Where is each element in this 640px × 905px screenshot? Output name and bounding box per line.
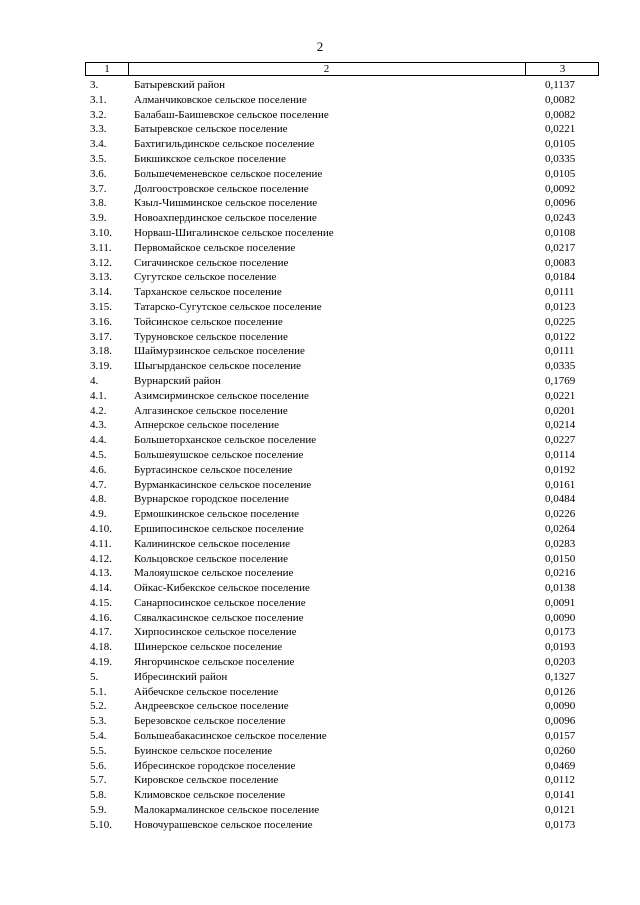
row-name: Климовское сельское поселение (134, 789, 286, 802)
row-number: 5.2. (90, 700, 107, 713)
table-row (85, 492, 599, 507)
row-name: Большеяушское сельское поселение (134, 448, 304, 461)
header-col-1: 1 (86, 63, 129, 75)
table-row (85, 729, 599, 744)
row-number: 4.7. (90, 478, 107, 491)
table-row (85, 744, 599, 759)
row-number: 5. (90, 670, 99, 683)
table-row (85, 655, 599, 670)
row-number: 4.3. (90, 419, 107, 432)
table-row (85, 803, 599, 818)
table-row (85, 581, 599, 596)
table-row (85, 596, 599, 611)
row-value: 0,0243 (545, 212, 576, 225)
row-number: 3.11. (90, 241, 112, 254)
table-row (85, 256, 599, 271)
row-name: Азимсирминское сельское поселение (134, 389, 309, 402)
row-number: 5.6. (90, 759, 107, 772)
table-row (85, 818, 599, 833)
row-value: 0,0264 (545, 522, 576, 535)
page-number: 2 (316, 39, 324, 54)
table-row (85, 152, 599, 167)
table-row (85, 404, 599, 419)
row-number: 4.5. (90, 448, 107, 461)
table-row (85, 788, 599, 803)
row-name: Долгоостровское сельское поселение (134, 182, 309, 195)
row-name: Сявалкасинское сельское поселение (134, 611, 304, 624)
table-body (85, 78, 599, 833)
row-number: 4.17. (90, 626, 112, 639)
row-name: Балабаш-Баишевское сельское поселение (134, 108, 329, 121)
row-name: Малояушское сельское поселение (134, 567, 294, 580)
row-value: 0,0126 (545, 685, 576, 698)
row-name: Тарханское сельское поселение (134, 286, 282, 299)
table-row (85, 537, 599, 552)
table-row (85, 359, 599, 374)
row-value: 0,0091 (545, 596, 576, 609)
row-name: Хирпосинское сельское поселение (134, 626, 297, 639)
row-value: 0,0335 (545, 360, 576, 373)
row-number: 3.10. (90, 226, 112, 239)
row-number: 3.12. (90, 256, 112, 269)
row-value: 0,0121 (545, 804, 576, 817)
row-name: Янгорчинское сельское поселение (134, 656, 295, 669)
row-number: 4.2. (90, 404, 107, 417)
row-number: 5.10. (90, 818, 112, 831)
row-number: 4.11. (90, 537, 112, 550)
row-value: 0,0201 (545, 404, 576, 417)
table-row (85, 640, 599, 655)
table-row (85, 226, 599, 241)
row-value: 0,0112 (545, 774, 575, 787)
row-value: 0,0221 (545, 123, 576, 136)
row-number: 4.10. (90, 522, 112, 535)
row-number: 3.9. (90, 212, 107, 225)
row-value: 0,0111 (545, 345, 575, 358)
row-number: 4.1. (90, 389, 107, 402)
row-number: 4.6. (90, 463, 107, 476)
row-number: 3. (90, 79, 99, 91)
row-number: 5.5. (90, 744, 107, 757)
row-number: 4.16. (90, 611, 112, 624)
row-name: Кировское сельское поселение (134, 774, 279, 787)
table-row (85, 167, 599, 182)
row-number: 3.19. (90, 360, 112, 373)
table-row (85, 433, 599, 448)
row-value: 0,0114 (545, 448, 575, 461)
row-name: Норваш-Шигалинское сельское поселение (134, 226, 334, 239)
row-value: 0,0082 (545, 108, 576, 121)
row-name: Первомайское сельское поселение (134, 241, 296, 254)
row-name: Андреевское сельское поселение (134, 700, 289, 713)
table-row (85, 448, 599, 463)
table-header-row (85, 62, 599, 76)
table-row (85, 389, 599, 404)
row-number: 5.4. (90, 730, 107, 743)
table-row (85, 315, 599, 330)
row-name: Буртасинское сельское поселение (134, 463, 293, 476)
row-value: 0,0138 (545, 582, 576, 595)
table-row (85, 78, 599, 93)
row-number: 3.7. (90, 182, 107, 195)
row-name: Большечеменевское сельское поселение (134, 167, 323, 180)
table-row (85, 507, 599, 522)
table-row (85, 122, 599, 137)
row-value: 0,0469 (545, 759, 576, 772)
row-number: 3.8. (90, 197, 107, 210)
row-value: 0,0193 (545, 641, 576, 654)
row-number: 3.2. (90, 108, 107, 121)
row-value: 0,0484 (545, 493, 576, 506)
header-col-3: 3 (525, 63, 599, 75)
row-value: 0,0083 (545, 256, 576, 269)
table-row (85, 625, 599, 640)
table-row (85, 196, 599, 211)
row-name: Сигачинское сельское поселение (134, 256, 289, 269)
row-number: 3.15. (90, 300, 112, 313)
row-number: 4.13. (90, 567, 112, 580)
table-row (85, 699, 599, 714)
row-number: 4.9. (90, 508, 107, 521)
row-number: 4.14. (90, 582, 112, 595)
row-number: 4.8. (90, 493, 107, 506)
table-row (85, 374, 599, 389)
row-name: Айбечское сельское поселение (134, 685, 279, 698)
row-value: 0,0283 (545, 537, 576, 550)
row-value: 0,0221 (545, 389, 576, 402)
row-value: 0,0122 (545, 330, 576, 343)
row-value: 0,0090 (545, 611, 576, 624)
row-value: 0,0108 (545, 226, 576, 239)
row-name: Тойсинское сельское поселение (134, 315, 283, 328)
row-number: 3.5. (90, 152, 107, 165)
row-name: Новочурашевское сельское поселение (134, 818, 313, 831)
row-value: 0,0090 (545, 700, 576, 713)
row-name: Большеабакасинское сельское поселение (134, 730, 327, 743)
table-row (85, 330, 599, 345)
row-name: Вурнарское городское поселение (134, 493, 289, 506)
table-row (85, 182, 599, 197)
row-value: 0,0260 (545, 744, 576, 757)
table-row (85, 552, 599, 567)
row-name: Сугутское сельское поселение (134, 271, 277, 284)
table-row (85, 108, 599, 123)
table-row (85, 285, 599, 300)
row-value: 0,0161 (545, 478, 576, 491)
row-name: Алгазинское сельское поселение (134, 404, 288, 417)
row-number: 3.3. (90, 123, 107, 136)
row-value: 0,0082 (545, 93, 576, 106)
row-value: 0,0217 (545, 241, 576, 254)
row-name: Буинское сельское поселение (134, 744, 273, 757)
row-value: 0,0096 (545, 715, 576, 728)
row-name: Ойкас-Кибекское сельское поселение (134, 582, 310, 595)
table-row (85, 685, 599, 700)
row-value: 0,0092 (545, 182, 576, 195)
row-value: 0,1327 (545, 670, 576, 683)
row-number: 4.18. (90, 641, 112, 654)
row-name: Шыгырданское сельское поселение (134, 360, 301, 373)
table-row (85, 241, 599, 256)
row-name: Шаймурзинское сельское поселение (134, 345, 305, 358)
row-name: Батыревское сельское поселение (134, 123, 288, 136)
row-number: 3.6. (90, 167, 107, 180)
row-value: 0,0096 (545, 197, 576, 210)
row-value: 0,0225 (545, 315, 576, 328)
table-row (85, 300, 599, 315)
table-row (85, 344, 599, 359)
table-row (85, 478, 599, 493)
row-value: 0,0157 (545, 730, 576, 743)
row-value: 0,0227 (545, 434, 576, 447)
row-number: 5.7. (90, 774, 107, 787)
row-number: 3.16. (90, 315, 112, 328)
row-number: 3.17. (90, 330, 112, 343)
row-value: 0,0105 (545, 138, 576, 151)
row-name: Березовское сельское поселение (134, 715, 286, 728)
row-name: Алманчиковское сельское поселение (134, 93, 307, 106)
row-value: 0,0214 (545, 419, 576, 432)
row-number: 4.4. (90, 434, 107, 447)
row-value: 0,1137 (545, 79, 575, 91)
table-row (85, 522, 599, 537)
table-row (85, 463, 599, 478)
row-name: Ибресинское городское поселение (134, 759, 296, 772)
row-value: 0,0111 (545, 286, 575, 299)
row-value: 0,0192 (545, 463, 576, 476)
table-row (85, 670, 599, 685)
row-number: 5.3. (90, 715, 107, 728)
row-value: 0,1769 (545, 374, 576, 387)
row-name: Вурнарский район (134, 374, 221, 387)
row-value: 0,0150 (545, 552, 576, 565)
row-name: Санарпосинское сельское поселение (134, 596, 306, 609)
row-name: Татарско-Сугутское сельское поселение (134, 300, 322, 313)
row-value: 0,0184 (545, 271, 576, 284)
table-row (85, 93, 599, 108)
row-value: 0,0141 (545, 789, 576, 802)
row-value: 0,0173 (545, 818, 576, 831)
row-name: Вурманкасинское сельское поселение (134, 478, 312, 491)
row-name: Бахтигильдинское сельское поселение (134, 138, 315, 151)
table-row (85, 714, 599, 729)
row-value: 0,0226 (545, 508, 576, 521)
row-value: 0,0216 (545, 567, 576, 580)
table-row (85, 270, 599, 285)
table-row (85, 211, 599, 226)
table-row (85, 611, 599, 626)
row-number: 3.14. (90, 286, 112, 299)
row-name: Батыревский район (134, 79, 226, 91)
row-name: Малокармалинское сельское поселение (134, 804, 320, 817)
row-number: 5.1. (90, 685, 107, 698)
row-number: 3.4. (90, 138, 107, 151)
row-number: 5.9. (90, 804, 107, 817)
row-number: 4.15. (90, 596, 112, 609)
row-name: Калининское сельское поселение (134, 537, 291, 550)
row-number: 3.18. (90, 345, 112, 358)
header-col-2: 2 (323, 63, 330, 75)
row-value: 0,0203 (545, 656, 576, 669)
row-name: Шинерское сельское поселение (134, 641, 283, 654)
row-name: Кзыл-Чишминское сельское поселение (134, 197, 318, 210)
row-name: Кольцовское сельское поселение (134, 552, 289, 565)
table-row (85, 566, 599, 581)
row-number: 5.8. (90, 789, 107, 802)
table-row (85, 773, 599, 788)
row-number: 3.13. (90, 271, 112, 284)
row-number: 4.12. (90, 552, 112, 565)
row-name: Большеторханское сельское поселение (134, 434, 317, 447)
row-name: Туруновское сельское поселение (134, 330, 288, 343)
row-number: 4.19. (90, 656, 112, 669)
table-row (85, 759, 599, 774)
table-row (85, 137, 599, 152)
row-name: Новоахпердинское сельское поселение (134, 212, 317, 225)
row-value: 0,0123 (545, 300, 576, 313)
row-number: 4. (90, 374, 99, 387)
row-name: Бикшикское сельское поселение (134, 152, 286, 165)
table-row (85, 418, 599, 433)
row-name: Апнерское сельское поселение (134, 419, 279, 432)
row-name: Ермошкинское сельское поселение (134, 508, 299, 521)
row-number: 3.1. (90, 93, 107, 106)
row-name: Ершипосинское сельское поселение (134, 522, 304, 535)
row-value: 0,0335 (545, 152, 576, 165)
row-name: Ибресинский район (134, 670, 228, 683)
row-value: 0,0105 (545, 167, 576, 180)
row-value: 0,0173 (545, 626, 576, 639)
